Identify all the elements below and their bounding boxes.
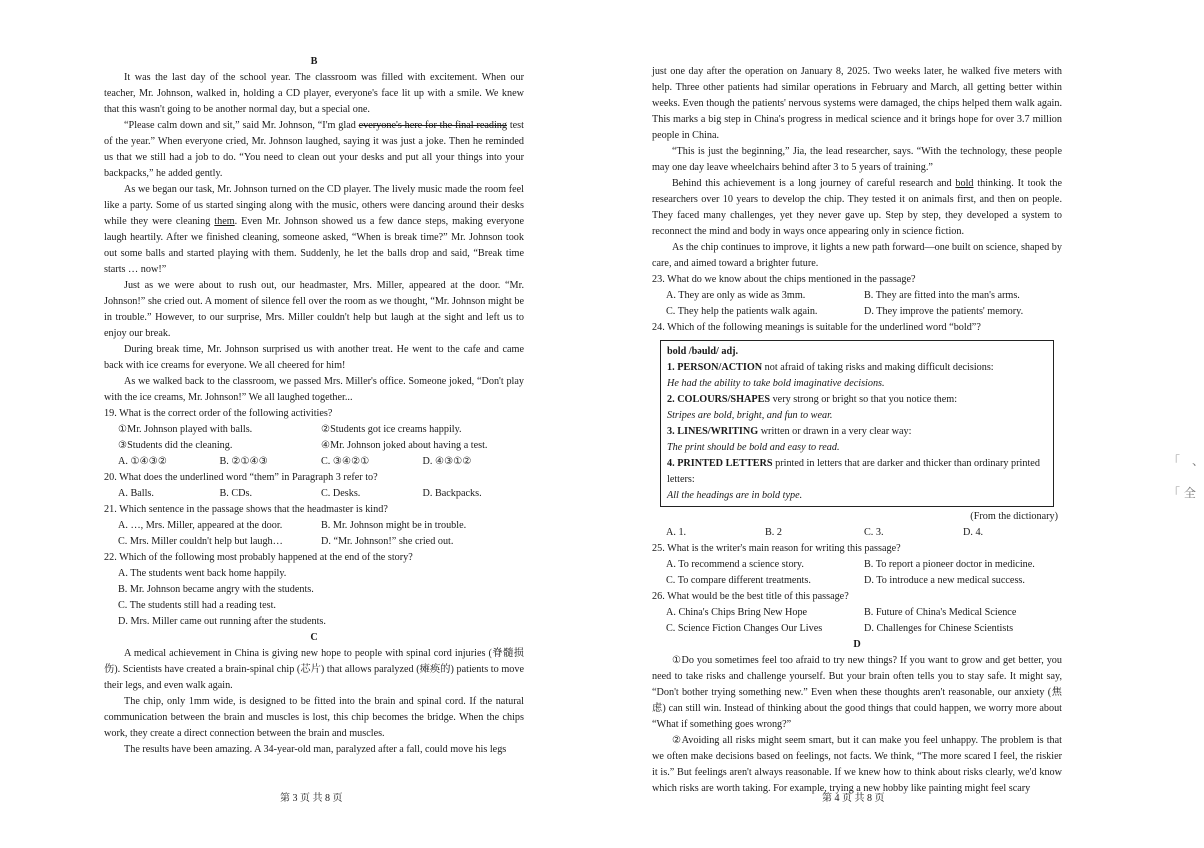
passage-c-paragraph-5: Behind this achievement is a long journey of careful research and bold thinking. It took the researchers over 10 years to develop the chip. They tested it on animals first, and then on people. They faced many challenges, yet they never gave up. Step by step, they developed a system to reconnect the mind and body in ways once appearing only in science fiction. bbox=[652, 178, 1062, 237]
q22-option-c: C. The students still had a reading test. bbox=[118, 600, 276, 611]
section-b-label: B bbox=[310, 56, 318, 67]
q25-option-b: B. To report a pioneer doctor in medicine. bbox=[864, 559, 1035, 570]
q25-option-d: D. To introduce a new medical success. bbox=[864, 575, 1025, 586]
dictionary-sense-2: 2. COLOURS/SHAPES very strong or bright so that you notice them: bbox=[667, 394, 958, 405]
page-number-left: 第 3 页 共 8 页 bbox=[280, 793, 343, 804]
dictionary-example-1: He had the ability to take bold imaginative decisions. bbox=[667, 378, 885, 389]
question-21-options bbox=[104, 518, 524, 550]
q26-option-a: A. China's Chips Bring New Hope bbox=[666, 607, 808, 618]
q21-option-a: A. …, Mrs. Miller, appeared at the door. bbox=[118, 520, 283, 531]
q26-option-d: D. Challenges for Chinese Scientists bbox=[864, 623, 1014, 634]
q22-option-d: D. Mrs. Miller came out running after the students. bbox=[118, 616, 326, 627]
passage-c-paragraph-3: The results have been amazing. A 34-year-old man, paralyzed after a fall, could move his legs bbox=[124, 744, 507, 755]
question-24: 24. Which of the following meanings is suitable for the underlined word “bold”? bbox=[652, 322, 981, 333]
q21-option-d: D. “Mr. Johnson!” she cried out. bbox=[321, 536, 454, 547]
passage-c-paragraph-3-continued: just one day after the operation on January 8, 2025. Two weeks later, he walked five meters with help. Three other patients had similar operations in February and March, all getting better within weeks. Even though the patients' nervous systems were damaged, the chips helped them walk again. This marks a big step in China's progress in medical science and it brings hope for over 3.7 million people in China. bbox=[652, 66, 1062, 141]
question-25-options bbox=[652, 557, 1062, 589]
dictionary-sense-3: 3. LINES/WRITING written or drawn in a very clear way: bbox=[667, 426, 912, 437]
question-20: 20. What does the underlined word “them” in Paragraph 3 refer to? bbox=[104, 472, 378, 483]
question-19-items bbox=[104, 422, 524, 454]
q21-option-c: C. Mrs. Miller couldn't help but laugh… bbox=[118, 536, 283, 547]
q24-option-a: A. 1. bbox=[666, 527, 687, 538]
q24-option-c: C. 3. bbox=[864, 527, 884, 538]
dictionary-entry-box bbox=[660, 340, 1054, 507]
margin-scan-mark-1: 「 、 bbox=[1168, 454, 1204, 468]
q23-option-d: D. They improve the patients' memory. bbox=[864, 306, 1024, 317]
q23-option-b: B. They are fitted into the man's arms. bbox=[864, 290, 1020, 301]
dictionary-sense-1: 1. PERSON/ACTION not afraid of taking risks and making difficult decisions: bbox=[667, 362, 994, 373]
underlined-word-them: them bbox=[214, 216, 235, 227]
question-20-options bbox=[104, 486, 524, 502]
left-page bbox=[0, 0, 600, 848]
q26-option-c: C. Science Fiction Changes Our Lives bbox=[666, 623, 823, 634]
passage-c-paragraph-1: A medical achievement in China is giving new hope to people with spinal cord injuries (脊髓损伤). Scientists have created a brain-spinal chip (芯片) that allows paralyzed (瘫痪的) patients to move their legs, and even walk again. bbox=[104, 648, 524, 691]
passage-b-paragraph-1: It was the last day of the school year. The classroom was filled with excitement. When our teacher, Mr. Johnson, walked in, holding a CD player, everyone's face lit up with a smile. We knew that this wasn't going to be another normal day, but a special one. bbox=[104, 72, 524, 115]
dictionary-sense-4: 4. PRINTED LETTERS printed in letters that are darker and thicker than ordinary printed letters: bbox=[667, 458, 1040, 485]
passage-b-paragraph-5: During break time, Mr. Johnson surprised us with another treat. He went to the cafe and came back with ice creams for everyone. We all cheered for him! bbox=[104, 344, 524, 371]
left-column bbox=[104, 54, 524, 758]
passage-c-paragraph-2: The chip, only 1mm wide, is designed to be fitted into the brain and spinal cord. If the natural communication between the brain and muscles is lost, this chip becomes the bridge. When the chips work, they create a direct connection between the brain and muscles. bbox=[104, 696, 524, 739]
underlined-word-bold: bold bbox=[955, 178, 974, 189]
q26-option-b: B. Future of China's Medical Science bbox=[864, 607, 1017, 618]
question-23: 23. What do we know about the chips mentioned in the passage? bbox=[652, 274, 916, 285]
passage-c-paragraph-6: As the chip continues to improve, it lights a new path forward—one built on science, shaped by care, and aimed toward a brighter future. bbox=[652, 242, 1062, 269]
question-23-options bbox=[652, 288, 1062, 320]
dictionary-headword: bold /bəuld/ adj. bbox=[667, 346, 739, 357]
passage-c-paragraph-4: “This is just the beginning,” Jia, the lead researcher, says. “With the technology, these people may one day leave wheelchairs behind after 3 to 5 years of training.” bbox=[652, 146, 1062, 173]
section-d-label: D bbox=[853, 639, 861, 650]
q23-option-a: A. They are only as wide as 3mm. bbox=[666, 290, 806, 301]
q20-option-d: D. Backpacks. bbox=[422, 488, 482, 499]
q20-option-b: B. CDs. bbox=[219, 488, 253, 499]
q20-option-c: C. Desks. bbox=[321, 488, 361, 499]
question-26: 26. What would be the best title of this passage? bbox=[652, 591, 849, 602]
dictionary-example-3: The print should be bold and easy to read. bbox=[667, 442, 840, 453]
question-25: 25. What is the writer's main reason for writing this passage? bbox=[652, 543, 901, 554]
margin-scan-mark-2: 「 全 bbox=[1168, 486, 1196, 500]
passage-d-paragraph-1: ①Do you sometimes feel too afraid to try new things? If you want to grow and get better, you need to take risks and challenge yourself. But your brain often tells you to stay safe. It might say, “Don't bother trying something new.” Even when these thoughts aren't reasonable, our anxiety (焦虑) can still win. Instead of thinking about the good things that could happen, we worry more about “What if something goes wrong?” bbox=[652, 655, 1062, 730]
question-24-options bbox=[652, 525, 1062, 541]
q25-option-c: C. To compare different treatments. bbox=[666, 575, 811, 586]
dictionary-example-2: Stripes are bold, bright, and fun to wear. bbox=[667, 410, 833, 421]
q19-option-b: B. ②①④③ bbox=[219, 456, 268, 467]
q24-option-b: B. 2 bbox=[765, 527, 782, 538]
q20-option-a: A. Balls. bbox=[118, 488, 154, 499]
passage-b-paragraph-4: Just as we were about to rush out, our headmaster, Mrs. Miller, appeared at the door. “Mr. Johnson!” she cried out. A moment of silence fell over the room as we thought, “Mr. Johnson might be in trouble.” However, to our surprise, Mrs. Miller couldn't help but laugh at the sight and left us to enjoy our break. bbox=[104, 280, 524, 339]
q19-item-2: ②Students got ice creams happily. bbox=[321, 424, 462, 435]
q24-option-d: D. 4. bbox=[963, 527, 984, 538]
q19-item-1: ①Mr. Johnson played with balls. bbox=[118, 424, 253, 435]
section-c-label: C bbox=[310, 632, 318, 643]
q22-option-b: B. Mr. Johnson became angry with the students. bbox=[118, 584, 314, 595]
q25-option-a: A. To recommend a science story. bbox=[666, 559, 804, 570]
q19-item-4: ④Mr. Johnson joked about having a test. bbox=[321, 440, 488, 451]
right-column bbox=[652, 64, 1062, 797]
question-26-options bbox=[652, 605, 1062, 637]
q19-option-a: A. ①④③② bbox=[118, 456, 167, 467]
q19-item-3: ③Students did the cleaning. bbox=[118, 440, 233, 451]
q19-option-c: C. ③④②① bbox=[321, 456, 370, 467]
question-22: 22. Which of the following most probably happened at the end of the story? bbox=[104, 552, 413, 563]
page-number-right: 第 4 页 共 8 页 bbox=[822, 793, 885, 804]
dictionary-example-4: All the headings are in bold type. bbox=[667, 490, 803, 501]
passage-d-paragraph-2: ②Avoiding all risks might seem smart, but it can make you feel unhappy. The problem is that we often make decisions based on feelings, not facts. We think, “The more scared I feel, the riskier it is.” But feelings aren't always reasonable. If we knew how to think about risks clearly, we'd know which risks are worth taking. For example, trying a new hobby like painting might feel scary bbox=[652, 735, 1062, 794]
q22-option-a: A. The students went back home happily. bbox=[118, 568, 287, 579]
question-19: 19. What is the correct order of the following activities? bbox=[104, 408, 333, 419]
q19-option-d: D. ④③①② bbox=[422, 456, 472, 467]
passage-b-paragraph-6: As we walked back to the classroom, we passed Mrs. Miller's office. Someone joked, “Don't play with the ice creams, Mr. Johnson!” We all laughed together... bbox=[104, 376, 524, 403]
q23-option-c: C. They help the patients walk again. bbox=[666, 306, 818, 317]
passage-b-paragraph-3: As we began our task, Mr. Johnson turned on the CD player. The lively music made the room feel like a party. Some of us started singing along with the music, others were dancing around their desks while they were cleaning them. Even Mr. Johnson showed us a few dance steps, making everyone laugh heartily. After we finished cleaning, someone asked, “When is break time?” Mr. Johnson took out some balls and started playing with them. Suddenly, he let the balls drop and said, “Break time starts … now!” bbox=[104, 184, 524, 275]
dictionary-source: (From the dictionary) bbox=[970, 511, 1058, 522]
passage-b-paragraph-2: “Please calm down and sit,” said Mr. Johnson, “I'm glad everyone's here for the final reading test of the year.” When everyone cried, Mr. Johnson laughed, saying it was just a joke. Then he reminded us that we still had a job to do. “You need to clean out your desks and put all your things into your backpacks,” he added gently. bbox=[104, 120, 524, 179]
q21-option-b: B. Mr. Johnson might be in trouble. bbox=[321, 520, 467, 531]
question-19-options bbox=[104, 454, 524, 470]
question-21: 21. Which sentence in the passage shows that the headmaster is kind? bbox=[104, 504, 388, 515]
